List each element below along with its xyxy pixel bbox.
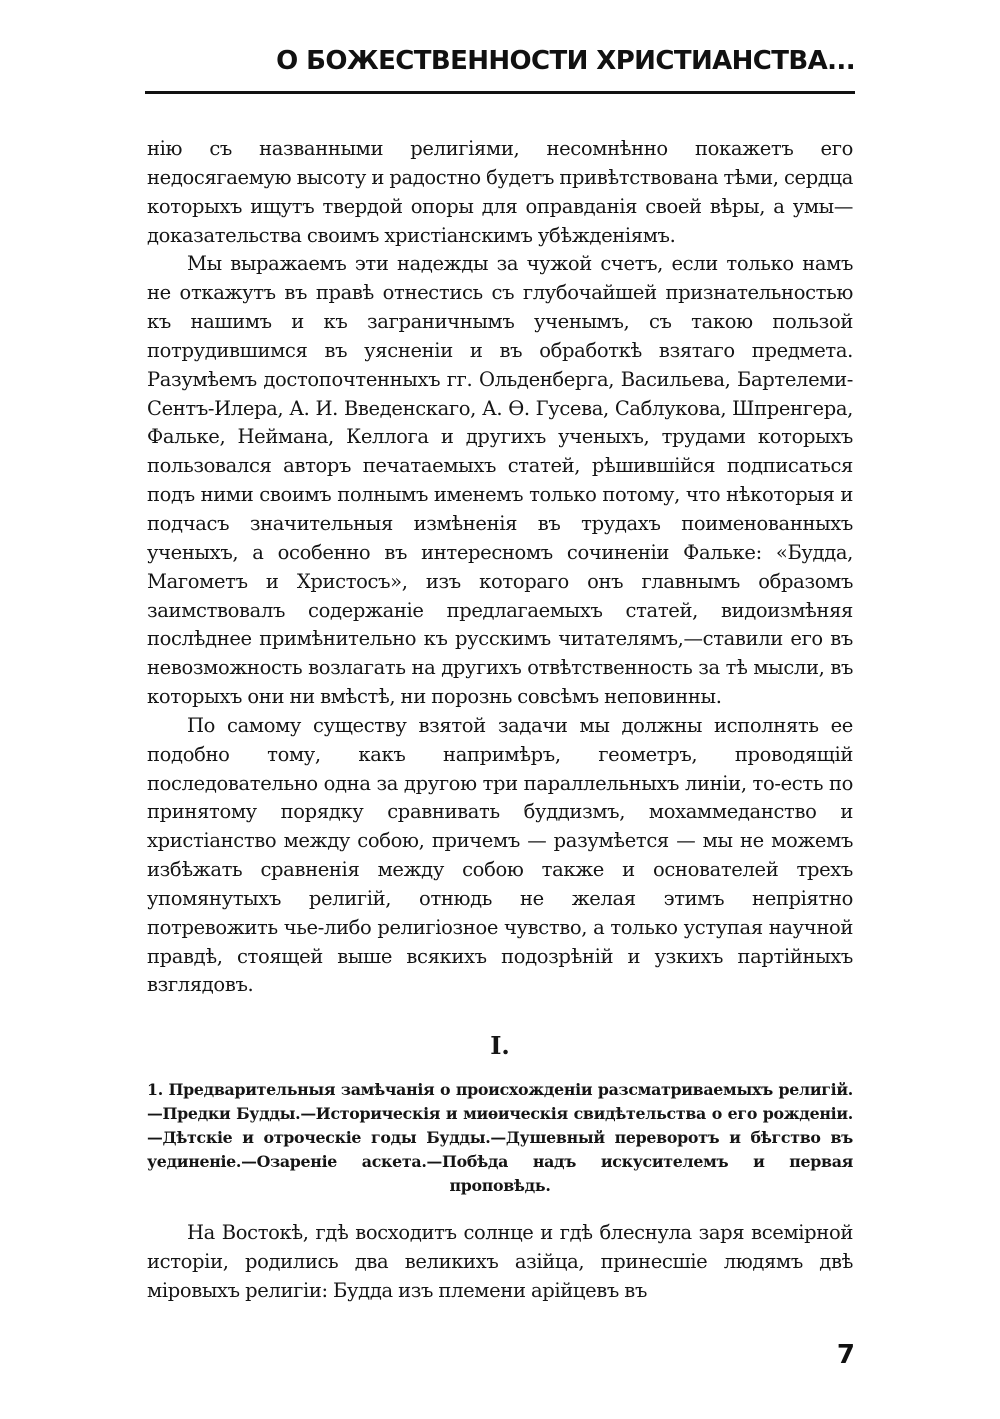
page-number: 7	[836, 1340, 855, 1370]
running-header: О БОЖЕСТВЕННОСТИ ХРИСТИАНСТВА...	[276, 46, 855, 76]
header-rule	[145, 91, 855, 94]
section-summary: 1. Предварительныя замѣчанія о происхожденіи разсматриваемыхъ религій.—Предки Будды.—Историческія и миѳическія свидѣтельства о его рожденіи.—Дѣтскіе и отроческіе годы Будды.—Душевный переворотъ и бѣгство въ уединеніе.—Озареніе аскета.—Побѣда надъ искусителемъ и первая проповѣдь.	[147, 1080, 853, 1195]
paragraph-acknowledgements: Мы выражаемъ эти надежды за чужой счетъ, если только намъ не откажутъ въ правѣ отнестись съ глубочайшей признательностью къ нашимъ и къ заграничнымъ ученымъ, съ такою пользой потрудившимся въ уясненіи и въ обработкѣ взятаго предмета. Разумѣемъ достопочтенныхъ гг. Ольденберга, Васильева, Бартелеми-Сентъ-Илера, А. И. Введенскаго, А. Ѳ. Гусева, Саблукова, Шпренгера, Фальке, Неймана, Келлога и другихъ ученыхъ, трудами которыхъ пользовался авторъ печатаемыхъ статей, рѣшившійся подписаться подъ ними своимъ полнымъ именемъ только потому, что нѣкоторыя и подчасъ значительныя измѣненія въ трудахъ поименованныхъ ученыхъ, а особенно въ интересномъ сочиненіи Фальке: «Будда, Магометъ и Христосъ», изъ котораго онъ главнымъ образомъ заимствовалъ содержаніе предлагаемыхъ статей, видоизмѣняя послѣднее примѣнительно къ русскимъ читателямъ,—ставили его въ невозможность возлагать на другихъ отвѣтственность за тѣ мысли, въ которыхъ они ни вмѣстѣ, ни порознь совсѣмъ неповинны.	[147, 252, 853, 709]
paragraph-continuation: нію съ названными религіями, несомнѣнно покажетъ его недосягаемую высоту и радостно будетъ привѣтствована тѣми, сердца которыхъ ищутъ твердой опоры для оправданія своей вѣры, а умы—доказательства своимъ христіанскимъ убѣжденіямъ.	[147, 137, 854, 247]
paragraph-section-start: На Востокѣ, гдѣ восходитъ солнце и гдѣ блеснула заря всемірной исторіи, родились два великихъ азійца, принесшіе людямъ двѣ міровыхъ религіи: Будда изъ племени арійцевъ въ	[147, 1221, 853, 1302]
page-body	[147, 135, 853, 1306]
paragraph-method: По самому существу взятой задачи мы должны исполнять ее подобно тому, какъ напримѣръ, геометръ, проводящій последовательно одна за другою три параллельныхъ линіи, то-есть по принятому порядку сравнивать буддизмъ, мохаммеданство и христіанство между собою, причемъ — разумѣется — мы не можемъ избѣжать сравненія между собою также и основателей трехъ упомянутыхъ религій, отнюдь не желая этимъ непріятно потревожить чье-либо религіозное чувство, а только уступая научной правдѣ, стоящей выше всякихъ подозрѣній и узкихъ партійныхъ взглядовъ.	[147, 713, 853, 997]
section-heading: I.	[490, 1031, 510, 1061]
